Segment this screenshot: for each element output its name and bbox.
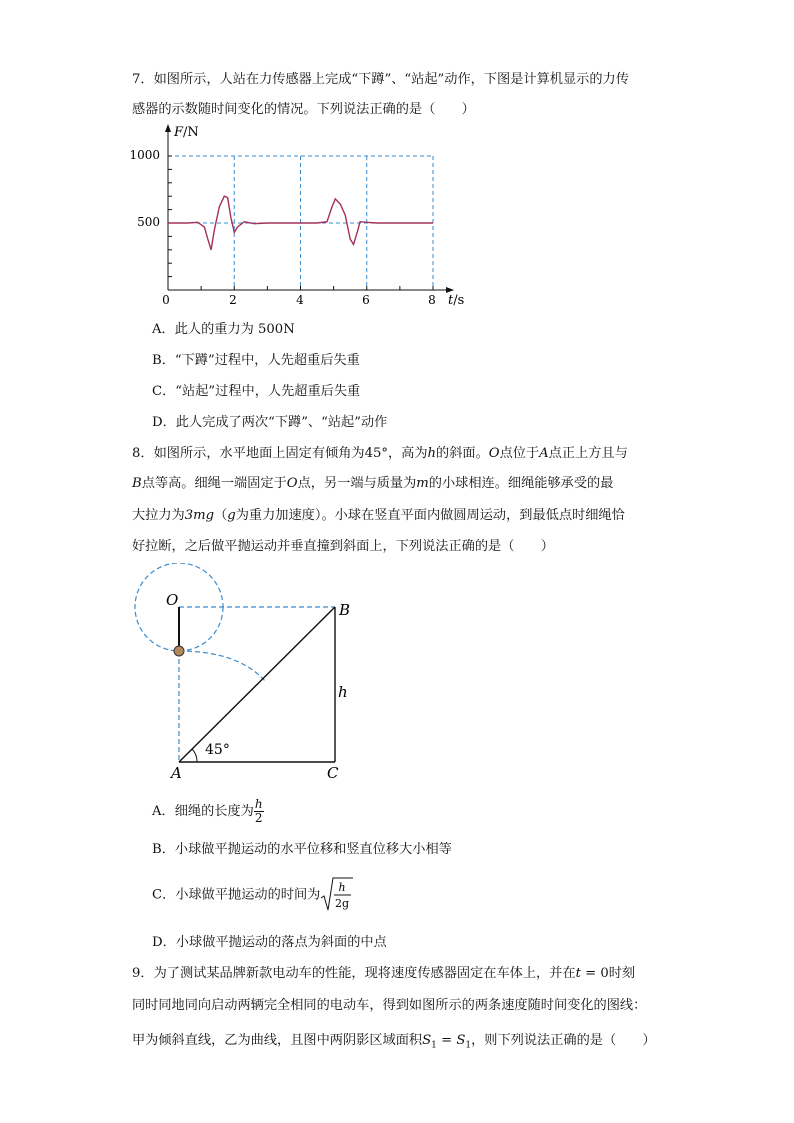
q8-option-d: D．小球做平抛运动的落点为斜面的中点: [152, 935, 387, 950]
label-c: C: [327, 764, 339, 782]
q7-option-a: A．此人的重力为 500N: [152, 322, 295, 337]
q8-option-c: C．小球做平抛运动的时间为 h 2g: [152, 876, 354, 914]
q7-option-c: C．“站起”过程中，人先超重后失重: [152, 384, 361, 399]
q7-stem-line1: 7．如图所示，人站在力传感器上完成“下蹲”、“站起”动作，下图是计算机显示的力传: [132, 72, 629, 87]
q7-stem-line2: 感器的示数随时间变化的情况。下列说法正确的是（ ）: [132, 102, 475, 117]
ball: [174, 646, 184, 656]
x-tick-label-0: 0: [162, 293, 170, 307]
label-o: O: [166, 591, 179, 609]
svg-text:2g: 2g: [335, 897, 350, 910]
angle-arc: [192, 749, 197, 762]
x-tick-label-6: 6: [362, 293, 370, 307]
svg-text:h: h: [338, 881, 346, 894]
q8-stem-line1: 8．如图所示，水平地面上固定有倾角为45°，高为h的斜面。O点位于A点正上方且与: [132, 446, 628, 461]
q8-stem-line3: 大拉力为3mg（g为重力加速度）。小球在竖直平面内做圆周运动，到最低点时细绳恰: [132, 508, 625, 523]
q8-option-a: A．细绳的长度为 $\frac{h}{2}$: [152, 797, 263, 825]
q7-option-b: B．“下蹲”过程中，人先超重后失重: [152, 353, 360, 368]
q7-option-d: D．此人完成了两次“下蹲”、“站起”动作: [152, 415, 388, 430]
x-axis-label: t/s: [448, 293, 465, 308]
label-b: B: [339, 601, 351, 619]
x-tick-label-4: 4: [296, 293, 304, 307]
y-axis-arrow: [165, 124, 171, 132]
q9-stem-line2: 同时同地同向启动两辆完全相同的电动车，得到如图所示的两条速度随时间变化的图线：: [132, 998, 647, 1013]
q9-stem-line3: 甲为倾斜直线，乙为曲线，且图中两阴影区域面积$S_1 = S_1$，则下列说法正确的是（ ）: [132, 1033, 656, 1051]
q8-option-b: B．小球做平抛运动的水平位移和竖直位移大小相等: [152, 842, 452, 857]
y-tick-label-1000: 1000: [129, 148, 160, 162]
label-angle: 45°: [205, 742, 230, 758]
q9-stem-line1: 9．为了测试某品牌新款电动车的性能，现将速度传感器固定在车体上，并在t = 0时刻: [132, 966, 636, 981]
x-tick-label-8: 8: [428, 293, 436, 307]
y-tick-label-500: 500: [137, 215, 160, 229]
label-h: h: [338, 683, 348, 701]
x-tick-label-2: 2: [229, 293, 237, 307]
projectile-trajectory: [179, 651, 265, 681]
fraction-h-over-2: $\frac{h}{2}$: [254, 797, 263, 825]
sqrt-expression: [320, 876, 354, 914]
incline-ab: [179, 607, 335, 762]
q8-stem-line2: B点等高。细绳一端固定于O点，另一端与质量为m的小球相连。细绳能够承受的最: [132, 476, 614, 491]
q8-stem-line4: 好拉断，之后做平抛运动并垂直撞到斜面上，下列说法正确的是（ ）: [132, 539, 554, 554]
label-a: A: [171, 764, 182, 782]
y-axis-label: F/N: [174, 125, 199, 140]
force-time-graph: [120, 118, 480, 308]
incline-figure: [128, 563, 378, 783]
